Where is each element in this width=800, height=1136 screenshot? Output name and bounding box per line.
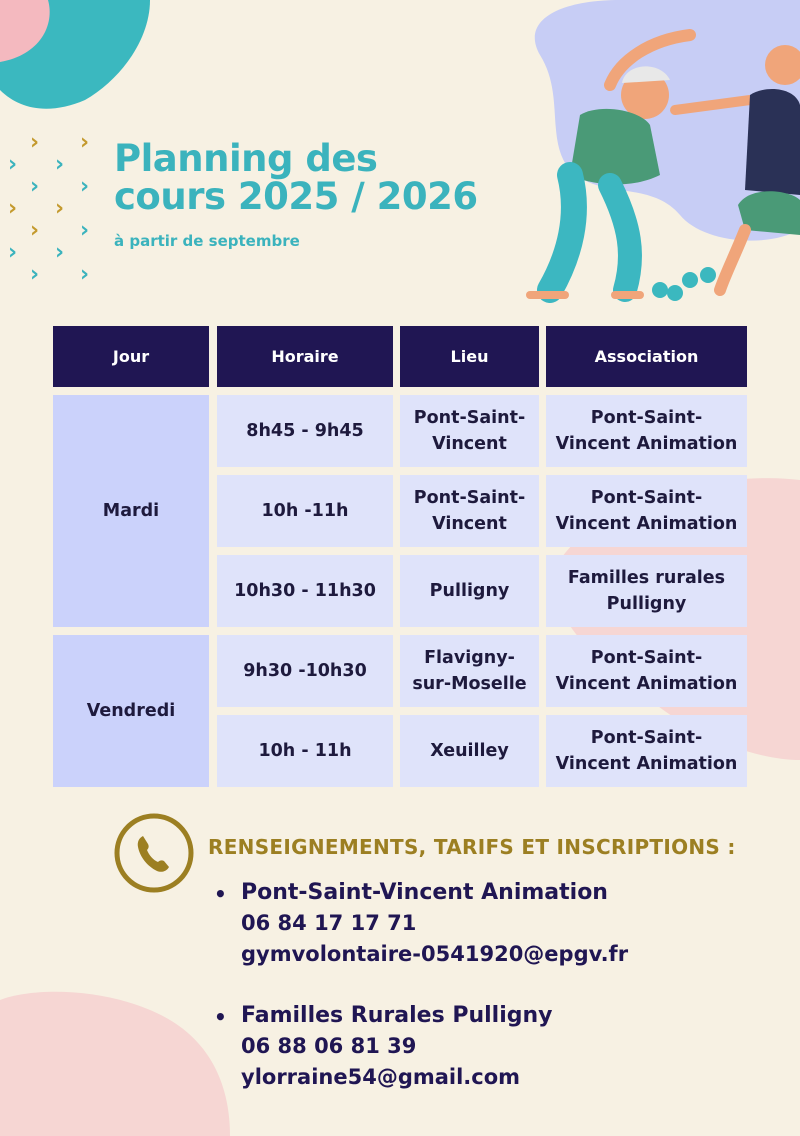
association-line: Pont-Saint- (590, 488, 703, 508)
lieu-line: Pont-Saint- (413, 488, 526, 508)
lieu-cell (400, 635, 539, 707)
lieu-line: Pulligny (429, 581, 510, 601)
association-line: Vincent Animation (555, 434, 738, 454)
association-line: Pont-Saint- (590, 648, 703, 668)
lieu-cell (400, 555, 539, 627)
association-cell (546, 635, 747, 707)
time-cell: 10h -11h (217, 475, 393, 547)
title-line-2: cours 2025 / 2026 (114, 175, 478, 218)
exercise-illustration (510, 25, 800, 310)
bullet-icon: • (214, 1005, 227, 1029)
time-cell: 10h30 - 11h30 (217, 555, 393, 627)
lieu-line: Vincent (432, 514, 507, 534)
time-cell: 10h - 11h (217, 715, 393, 787)
contact-phone[interactable]: 06 84 17 17 71 (241, 911, 417, 935)
page-title (114, 137, 478, 218)
header-jour: Jour (53, 326, 209, 387)
lieu-cell (400, 395, 539, 467)
association-line: Familles rurales (567, 568, 726, 588)
header-lieu: Lieu (400, 326, 539, 387)
association-line: Pulligny (606, 594, 687, 614)
contact-name: Familles Rurales Pulligny (241, 1003, 553, 1028)
association-cell (546, 555, 747, 627)
lieu-line: Pont-Saint- (413, 408, 526, 428)
lieu-line: Vincent (432, 434, 507, 454)
contact-name: Pont-Saint-Vincent Animation (241, 880, 608, 905)
day-vendredi: Vendredi (53, 635, 209, 787)
time-cell: 9h30 -10h30 (217, 635, 393, 707)
lieu-cell (400, 715, 539, 787)
title-line-1: Planning des (114, 137, 378, 180)
lieu-line: Flavigny- (424, 648, 515, 668)
bullet-icon: • (214, 882, 227, 906)
association-line: Pont-Saint- (590, 408, 703, 428)
contact-email[interactable]: gymvolontaire-0541920@epgv.fr (241, 942, 629, 966)
phone-icon (113, 812, 195, 894)
subtitle: à partir de septembre (114, 232, 300, 250)
lieu-line: sur-Moselle (412, 674, 527, 694)
lieu-cell (400, 475, 539, 547)
association-cell (546, 395, 747, 467)
association-line: Vincent Animation (555, 674, 738, 694)
contact-phone[interactable]: 06 88 06 81 39 (241, 1034, 417, 1058)
header-association: Association (546, 326, 747, 387)
day-mardi: Mardi (53, 395, 209, 627)
association-line: Vincent Animation (555, 514, 738, 534)
association-cell (546, 715, 747, 787)
info-heading: RENSEIGNEMENTS, TARIFS ET INSCRIPTIONS : (208, 835, 736, 859)
lieu-line: Xeuilley (430, 741, 509, 761)
time-cell: 8h45 - 9h45 (217, 395, 393, 467)
association-line: Vincent Animation (555, 754, 738, 774)
contact-email[interactable]: ylorraine54@gmail.com (241, 1065, 521, 1089)
association-line: Pont-Saint- (590, 728, 703, 748)
association-cell (546, 475, 747, 547)
header-horaire: Horaire (217, 326, 393, 387)
